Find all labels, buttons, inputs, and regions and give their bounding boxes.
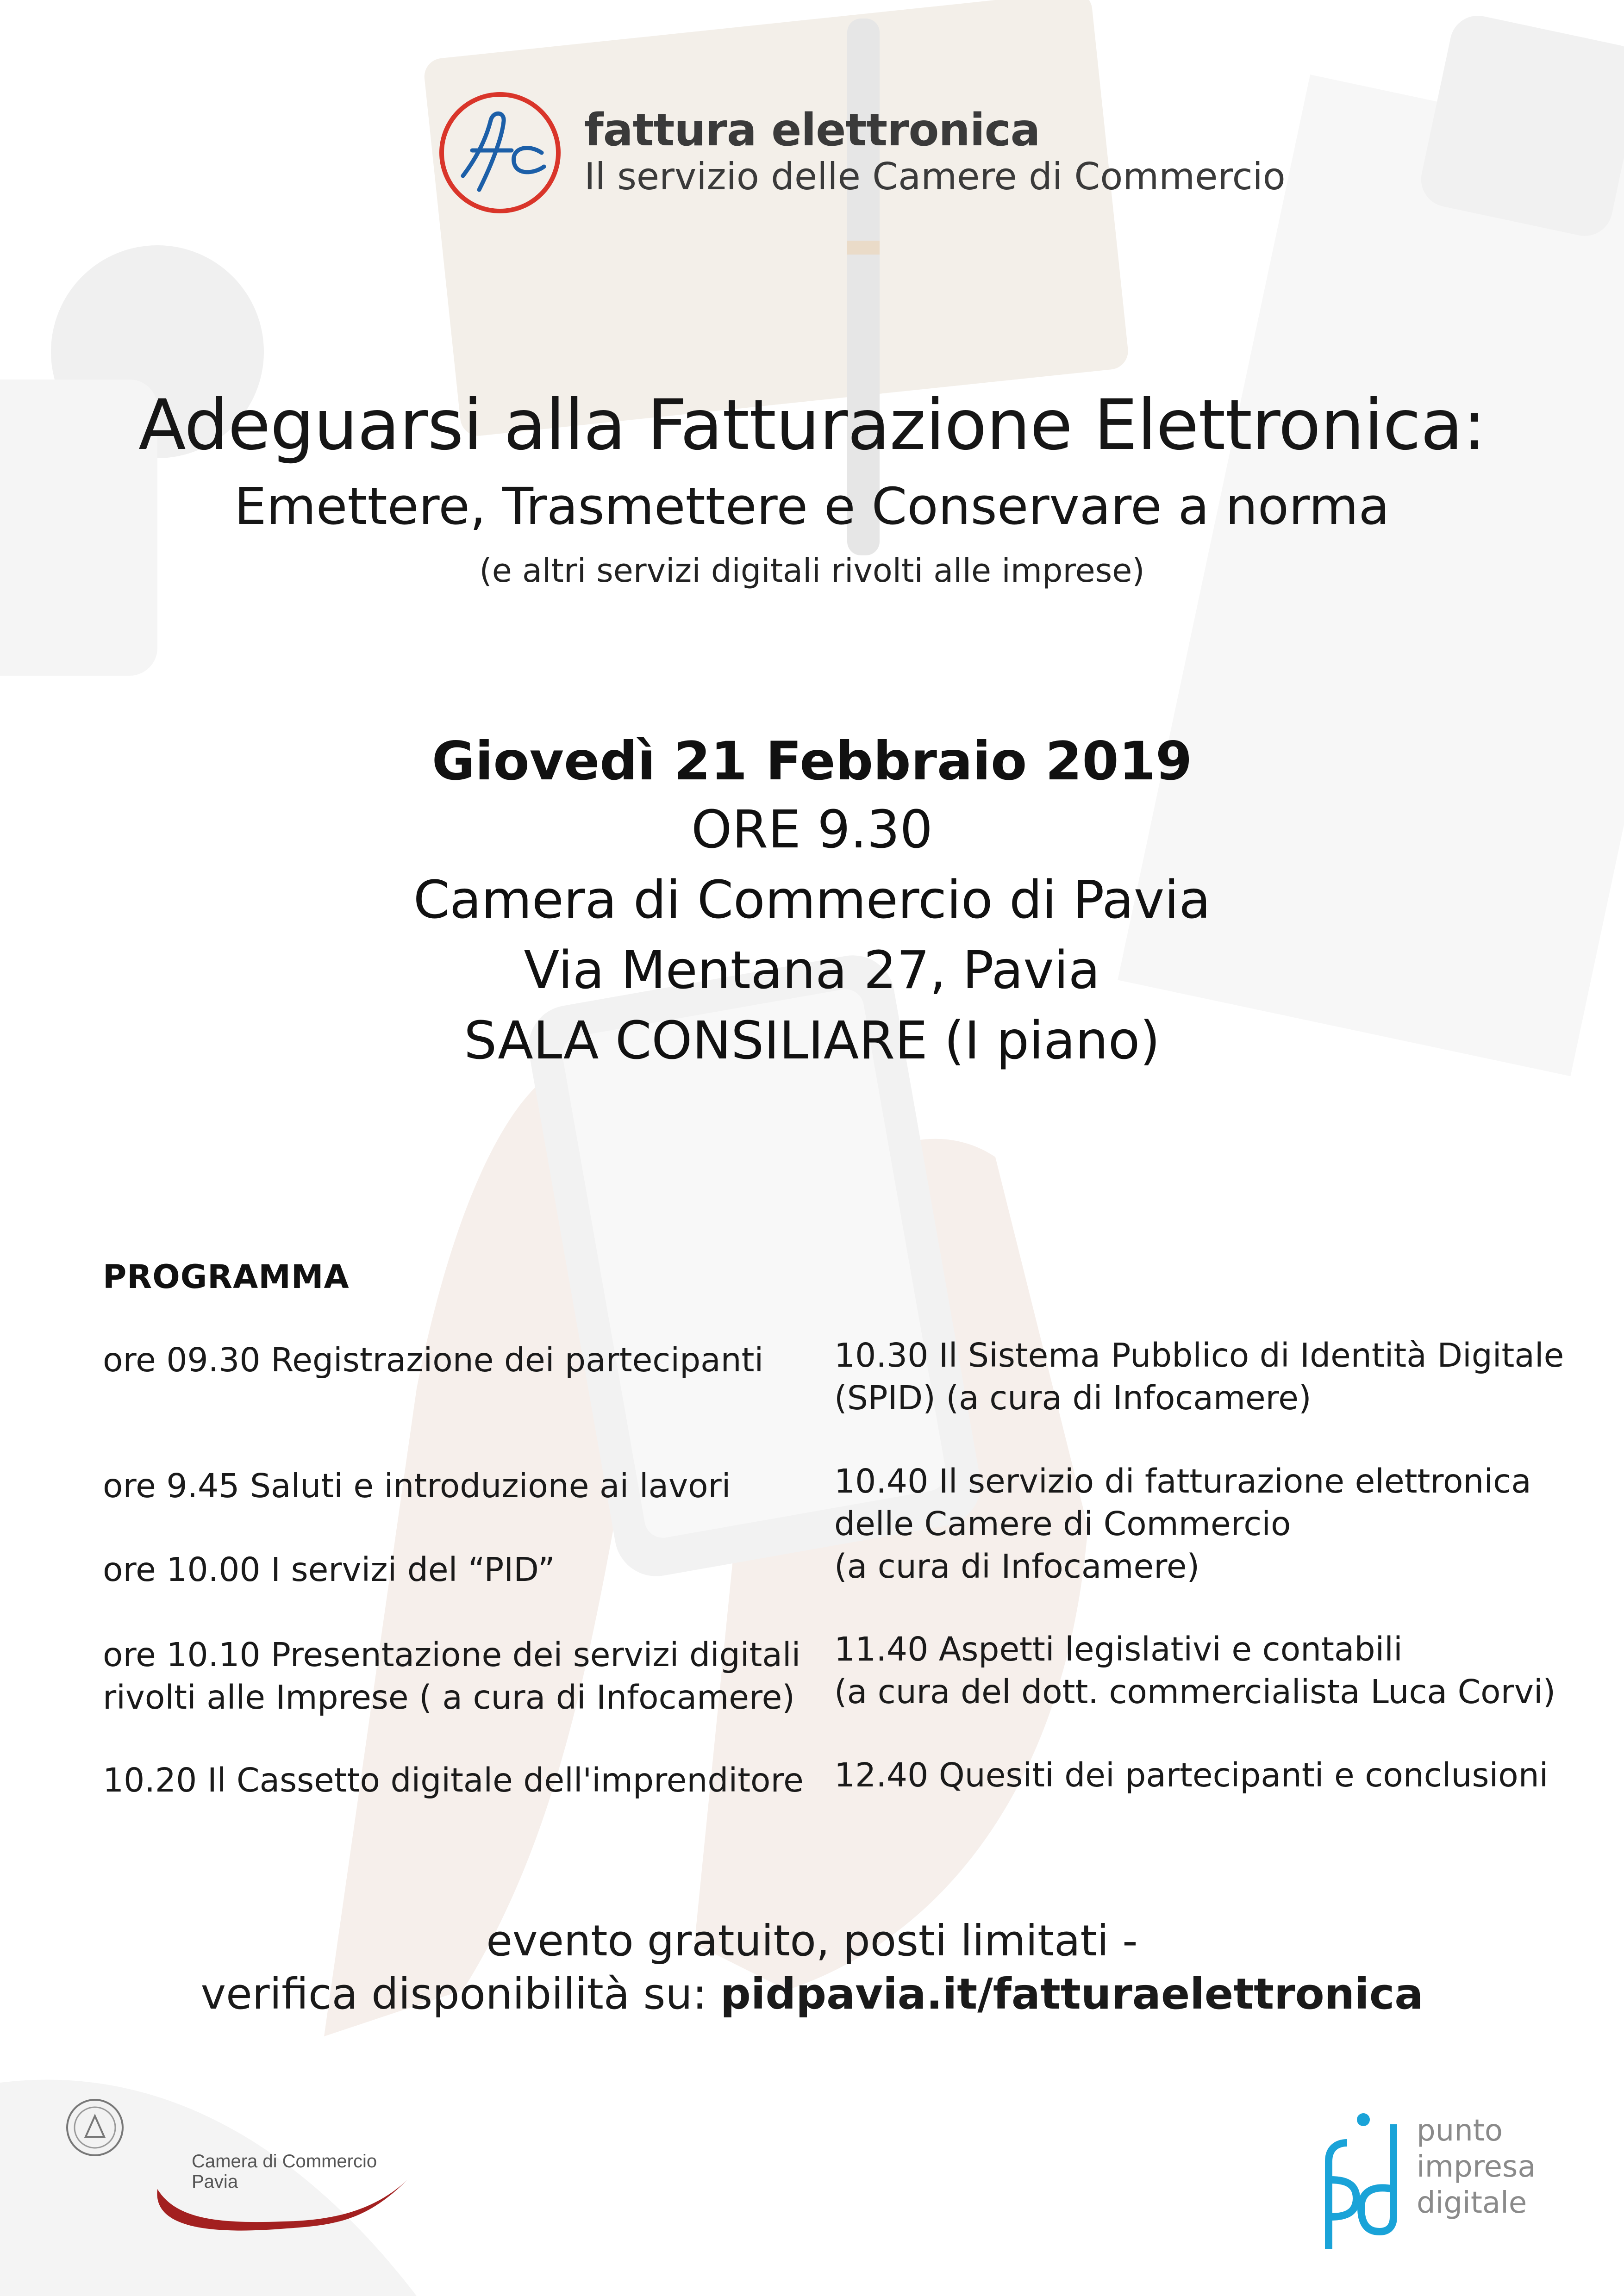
event-subtitle: Emettere, Trasmettere e Conservare a norma [234, 477, 1390, 536]
event-room: SALA CONSILIARE (I piano) [464, 1011, 1160, 1071]
programme-item: 11.40 Aspetti legislativi e contabili (a cura del dott. commercialista Luca Corvi) [834, 1630, 1556, 1711]
event-title: Adeguarsi alla Fatturazione Elettronica: [138, 385, 1486, 466]
event-venue: Camera di Commercio di Pavia [413, 870, 1211, 930]
programme-item: ore 10.10 Presentazione dei servizi digitali rivolti alle Imprese ( a cura di Infocamere) [103, 1636, 801, 1717]
brand-title: fattura elettronica [584, 104, 1040, 156]
programme-item: ore 10.00 I servizi del “PID” [103, 1550, 555, 1589]
programme-heading: PROGRAMMA [103, 1258, 350, 1296]
event-time: ORE 9.30 [691, 800, 933, 860]
event-date: Giovedì 21 Febbraio 2019 [431, 730, 1193, 792]
notice-line [0, 1969, 1624, 2019]
cciaa-swoosh-icon [148, 2171, 407, 2235]
fe-logo-icon [435, 88, 565, 218]
pid-word: impresa [1417, 2150, 1536, 2184]
brand-subtitle: Il servizio delle Camere di Commercio [584, 155, 1286, 198]
programme-item: 10.20 Il Cassetto digitale dell'imprenditore [103, 1761, 804, 1799]
seal-icon [65, 2097, 125, 2158]
programme-item: 12.40 Quesiti dei partecipanti e conclusioni [834, 1756, 1549, 1794]
pid-logo-icon [1319, 2110, 1403, 2263]
event-note: (e altri servizi digitali rivolti alle imprese) [479, 552, 1145, 590]
notice-prefix: verifica disponibilità su: [200, 1969, 720, 2019]
programme-item: ore 09.30 Registrazione dei partecipanti [103, 1341, 764, 1379]
programme-item: ore 9.45 Saluti e introduzione ai lavori [103, 1467, 731, 1505]
registration-link[interactable]: pidpavia.it/fatturaelettronica [720, 1969, 1424, 2019]
programme-item: 10.30 Il Sistema Pubblico di Identità Digitale (SPID) (a cura di Infocamere) [834, 1336, 1564, 1417]
pid-word: punto [1417, 2114, 1503, 2148]
pid-word: digitale [1417, 2186, 1527, 2220]
cciaa-line2: Pavia [192, 2172, 238, 2192]
programme-item: 10.40 Il servizio di fatturazione elettronica delle Camere di Commercio (a cura di Infocamere) [834, 1462, 1531, 1586]
event-address: Via Mentana 27, Pavia [524, 940, 1100, 1001]
notice-line: evento gratuito, posti limitati - [486, 1916, 1138, 1966]
cciaa-line1: Camera di Commercio [192, 2151, 377, 2172]
